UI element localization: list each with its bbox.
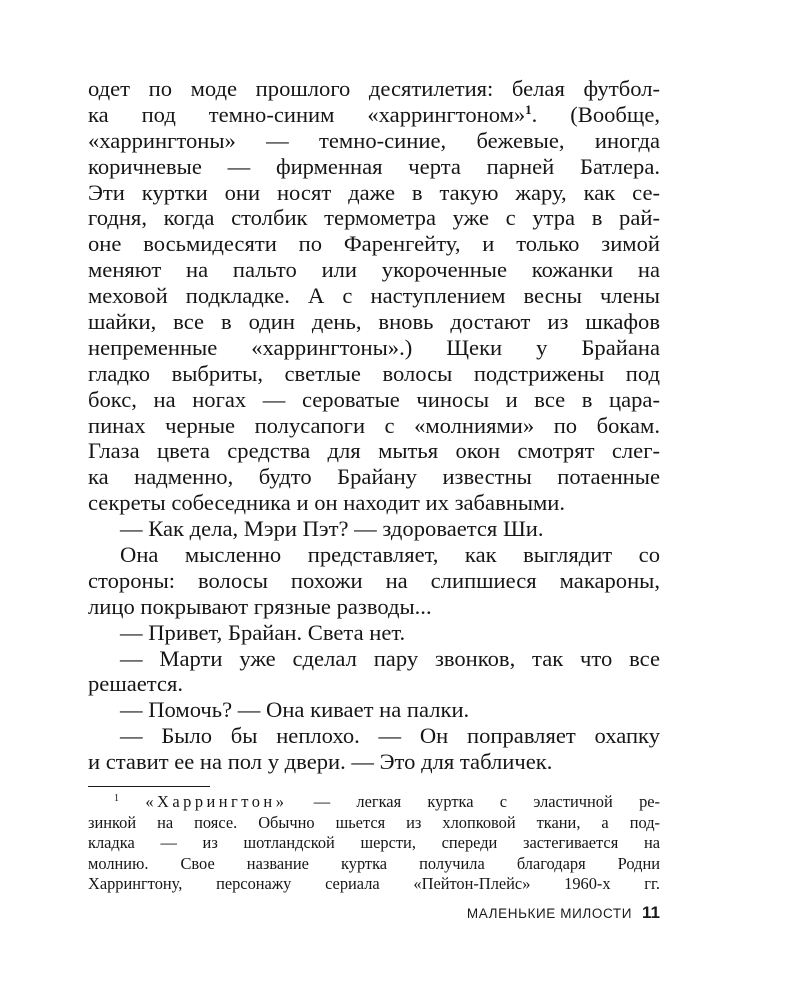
footnote-line: кладка — из шотландской шерсти, спереди застегивается на [88,833,660,853]
book-title: МАЛЕНЬКИЕ МИЛОСТИ [466,906,633,921]
dialogue-line: — Как дела, Мэри Пэт? — здоровается Ши. [120,516,544,542]
text-line: Глаза цвета средства для мытья окон смотрят слег- [88,438,660,464]
main-text [88,76,660,775]
text-line: пинах черные полусапоги с «молниями» по бокам. [88,412,660,438]
footnote [88,792,660,895]
text-line: лицо покрывают грязные разводы... [88,593,432,619]
text-line: и ставит ее на пол у двери. — Это для табличек. [88,749,553,775]
dialogue-line: — Марти уже сделал пару звонков, так что все [120,645,660,671]
page-number: 11 [642,903,660,922]
book-page [88,76,660,895]
text-line: оне восьмидесяти по Фаренгейту, и только зимой [88,231,660,257]
dialogue-line: — Привет, Брайан. Света нет. [120,619,406,645]
text-line: решается. [88,671,183,697]
footnote-line: Харрингтону, персонажу сериала «Пейтон-Плейс» 1960-х гг. [88,874,660,894]
footnote-line: молнию. Свое название куртка получила благодаря Родни [88,853,660,873]
text-line: секреты собеседника и он находит их забавными. [88,490,566,516]
footnote-reference: 1 [525,101,532,117]
footnote-line [88,792,660,813]
footnote-term: «Харрингтон» [145,792,288,812]
running-head [88,903,660,923]
dialogue-line: — Было бы неплохо. — Он поправляет охапку [120,723,660,749]
text-line: стороны: волосы похожи на слипшиеся макароны, [88,567,660,593]
text-line: годня, когда столбик термометра уже с утра в рай- [88,205,660,231]
text-line: Она мысленно представляет, как выглядит со [120,542,660,568]
text-line: ка надменно, будто Брайану известны потаенные [88,464,660,490]
text-line: коричневые — фирменная черта парней Батлера. [88,153,660,179]
text-line: гладко выбриты, светлые волосы подстрижены под [88,360,660,386]
text-line: меняют на пальто или укороченные кожанки на [88,257,660,283]
footnote-number: 1 [114,793,119,805]
text-line-part: ка под темно-синим «харрингтоном» [88,101,526,127]
dialogue-line: — Помочь? — Она кивает на палки. [120,697,470,723]
text-line: меховой подкладке. А с наступлением весны члены [88,283,660,309]
text-line: «харрингтоны» — темно-синие, бежевые, иногда [88,127,660,153]
text-line: бокс, на ногах — сероватые чиносы и все в цара- [88,386,660,412]
text-line-part: . (Вообще, [531,101,660,127]
footnote-line: зинкой на поясе. Обычно шьется из хлопковой ткани, а под- [88,812,660,832]
footnote-divider [88,786,210,787]
text-line [88,102,660,128]
text-line: Эти куртки они носят даже в такую жару, как се- [88,179,660,205]
text-line: непременные «харрингтоны».) Щеки у Брайана [88,334,660,360]
text-line: одет по моде прошлого десятилетия: белая футбол- [88,76,660,101]
text-line: шайки, все в один день, вновь достают из шкафов [88,309,660,335]
footnote-text: — легкая куртка с эластичной ре- [287,792,660,812]
